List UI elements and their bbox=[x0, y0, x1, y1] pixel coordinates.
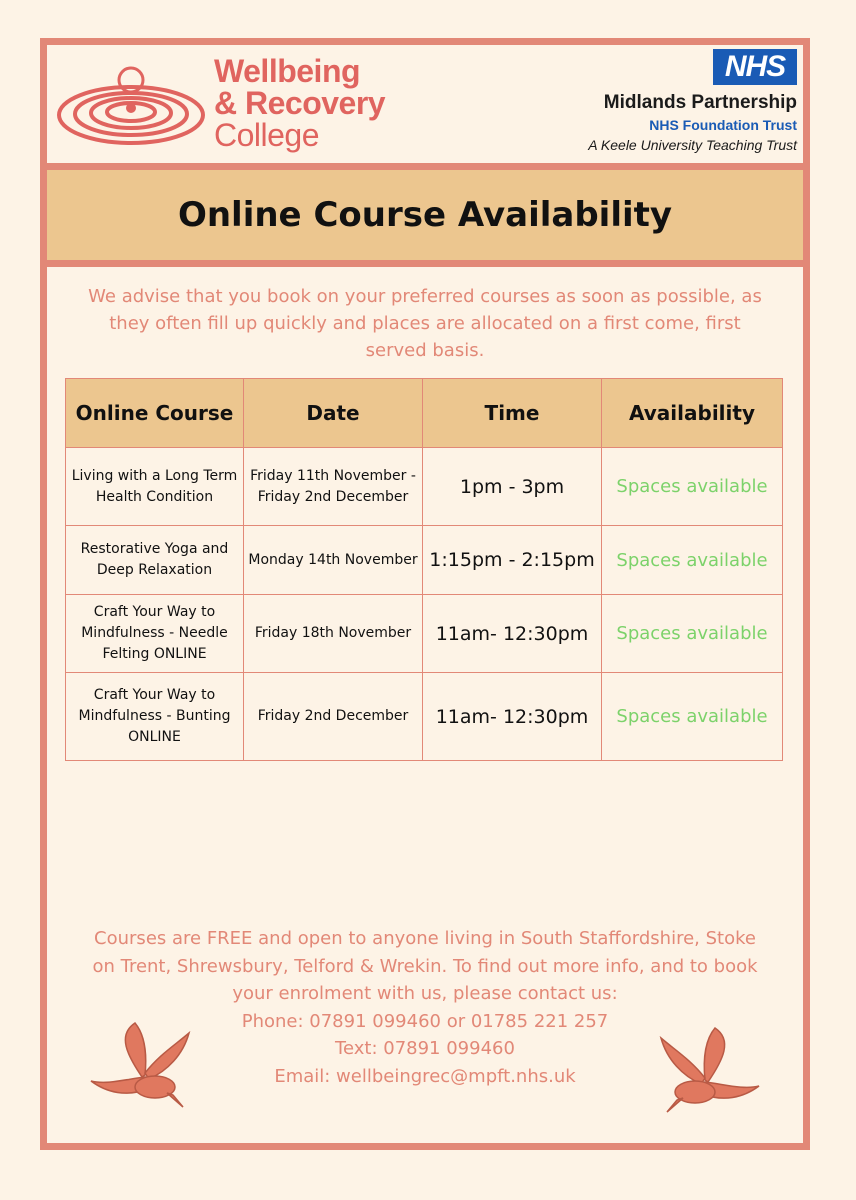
trust-tagline: A Keele University Teaching Trust bbox=[588, 137, 797, 153]
bird-left-icon bbox=[87, 1015, 197, 1110]
course-name: Craft Your Way to Mindfulness - Bunting ONLINE bbox=[66, 673, 244, 761]
course-availability: Spaces available bbox=[602, 673, 783, 761]
ripple-logo-icon bbox=[55, 53, 207, 157]
table-header-row bbox=[66, 379, 783, 448]
bird-right-icon bbox=[653, 1020, 763, 1115]
header-course: Online Course bbox=[66, 379, 244, 448]
header-availability: Availability bbox=[602, 379, 783, 448]
contact-phone[interactable]: Phone: 07891 099460 or 01785 221 257 bbox=[241, 1010, 609, 1032]
contact-text[interactable]: Text: 07891 099460 bbox=[335, 1038, 515, 1059]
table-row bbox=[66, 526, 783, 595]
course-availability: Spaces available bbox=[602, 595, 783, 673]
header-time: Time bbox=[423, 379, 602, 448]
nhs-logo: NHS bbox=[713, 49, 797, 85]
trust-title: Midlands Partnership bbox=[603, 92, 797, 113]
table-row bbox=[66, 448, 783, 526]
course-time: 11am- 12:30pm bbox=[423, 595, 602, 673]
title-band bbox=[47, 170, 803, 267]
trust-name bbox=[588, 91, 797, 155]
college-line-3: College bbox=[214, 117, 320, 153]
college-name bbox=[214, 55, 385, 151]
contact-intro: Courses are FREE and open to anyone living in South Staffordshire, Stoke on Trent, Shrewsbury, Telford & Wrekin. To find out more info, and to book your enrolment with us, please contact us: bbox=[92, 928, 758, 1004]
course-time: 1pm - 3pm bbox=[423, 448, 602, 526]
trust-foundation: NHS Foundation Trust bbox=[649, 117, 797, 133]
course-table bbox=[65, 378, 783, 761]
course-name: Living with a Long Term Health Condition bbox=[66, 448, 244, 526]
course-availability: Spaces available bbox=[602, 526, 783, 595]
college-line-1: Wellbeing bbox=[214, 53, 361, 89]
booking-advice: We advise that you book on your preferred courses as soon as possible, as they often fill up quickly and places are allocated on a first come, first served basis. bbox=[88, 286, 762, 361]
course-time: 11am- 12:30pm bbox=[423, 673, 602, 761]
header-date: Date bbox=[244, 379, 423, 448]
course-name: Restorative Yoga and Deep Relaxation bbox=[66, 526, 244, 595]
course-date: Friday 11th November - Friday 2nd December bbox=[244, 448, 423, 526]
header bbox=[47, 45, 803, 170]
course-date: Friday 2nd December bbox=[244, 673, 423, 761]
course-name: Craft Your Way to Mindfulness - Needle Felting ONLINE bbox=[66, 595, 244, 673]
contact-email[interactable]: Email: wellbeingrec@mpft.nhs.uk bbox=[274, 1065, 576, 1087]
table-row bbox=[66, 595, 783, 673]
page-title: Online Course Availability bbox=[177, 195, 673, 235]
course-date: Monday 14th November bbox=[244, 526, 423, 595]
course-availability: Spaces available bbox=[602, 448, 783, 526]
college-line-2: & Recovery bbox=[214, 85, 386, 121]
course-time: 1:15pm - 2:15pm bbox=[423, 526, 602, 595]
table-row bbox=[66, 673, 783, 761]
course-date: Friday 18th November bbox=[244, 595, 423, 673]
poster-frame bbox=[40, 38, 810, 1150]
